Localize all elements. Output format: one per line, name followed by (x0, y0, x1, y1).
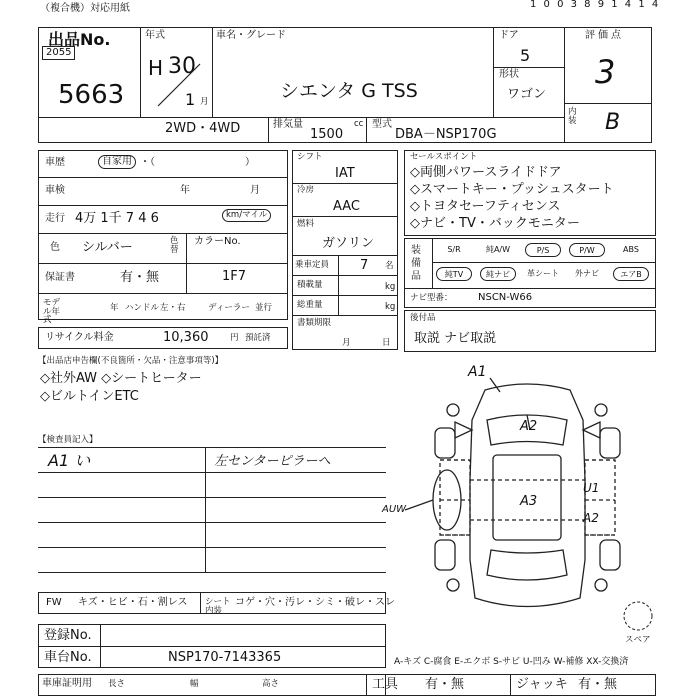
score-value: 3 (595, 53, 616, 91)
weight-unit: kg (385, 302, 396, 312)
inspection-label: 車検 (45, 185, 65, 196)
load-label: 積載量 (297, 280, 323, 290)
model-year-label: モデル年式 (43, 298, 61, 325)
inspection-year: 年 (180, 185, 190, 196)
tools-value: 有・無 (425, 677, 465, 692)
sales-point-3: ◇トヨタセーフティセンス (410, 199, 561, 214)
year-label: 年式 (145, 30, 165, 41)
inspector-note-2: 左センターピラーへ (214, 454, 331, 469)
displacement-value: 1500 (310, 127, 344, 142)
drive-value: 2WD・4WD (165, 121, 241, 136)
year-month: 1 (185, 90, 196, 109)
shift-label: シフト (297, 152, 323, 162)
lot-sub-box: 2055 (42, 46, 75, 60)
equip-tv: 純TV (436, 267, 472, 281)
seller-note-1: ◇社外AW ◇シートヒーター (40, 371, 202, 386)
diagram-label-a2-side: A2 (583, 511, 599, 525)
dim-height: 高さ (262, 679, 280, 689)
aircon-label: 冷房 (297, 185, 315, 195)
history-circled: 自家用 (98, 155, 136, 169)
equip-power-windows: P/W (569, 243, 605, 257)
recycle-value: 10,360 (163, 330, 209, 345)
equip-ext-navi: 外ナビ (575, 269, 599, 278)
equip-power-steering: P/S (525, 243, 561, 257)
mileage-unit: km/マイル (222, 209, 271, 222)
tools-label: 工具 (372, 677, 399, 692)
car-name-value: シエンタ G TSS (280, 80, 418, 102)
expiry-day: 日 (382, 338, 391, 348)
diagram-label-auw: AUW (382, 504, 407, 515)
inspection-month: 月 (250, 185, 260, 196)
car-name-label: 車名・グレード (216, 30, 286, 41)
sales-point-2: ◇スマートキー・プッシュスタート (410, 182, 614, 197)
navi-model-value: NSCN-W66 (478, 292, 533, 303)
equip-airbag: エアB (613, 267, 649, 281)
sales-point-1: ◇両側パワースライドドア (410, 165, 562, 180)
sales-points-label: セールスポイント (410, 152, 478, 162)
aircon-value: AAC (333, 199, 360, 214)
doors-label: ドア (499, 30, 519, 41)
interior-damage-label: シート内装 (205, 597, 231, 616)
dim-length: 長さ (108, 679, 126, 689)
equip-abs: ABS (623, 245, 639, 254)
displacement-label: 排気量 (273, 119, 303, 130)
score-label: 評価点 (585, 30, 624, 41)
inspector-label: 【検査員記入】 (38, 435, 98, 445)
body-type-value: ワゴン (507, 87, 547, 102)
seller-notes-label: 【出品店申告欄(不良箇所・欠品・注意事項等)】 (38, 356, 224, 366)
warranty-value: 有・無 (120, 270, 160, 285)
weight-label: 総重量 (297, 300, 323, 310)
equip-sunroof: S/R (447, 245, 461, 254)
recycle-note: 預託済 (245, 333, 271, 343)
chassis-value: NSP170-7143365 (168, 650, 282, 665)
jack-value: 有・無 (578, 677, 618, 692)
lot-number: 5663 (58, 80, 125, 110)
jack-label: ジャッキ (516, 677, 568, 692)
shift-value: IAT (335, 166, 355, 181)
fw-label: FW (46, 597, 62, 608)
damage-legend: A-キズ C-腐食 E-エクボ S-サビ U-凹み W-補修 XX-交換済 (394, 657, 629, 667)
lot-label: 出品No. (48, 30, 111, 49)
capacity-label: 乗車定員 (295, 260, 330, 270)
interior-label: 内装 (568, 107, 577, 126)
handle-label: ハンドル (125, 303, 160, 313)
color-value: シルバー (82, 240, 133, 255)
capacity-unit: 名 (385, 261, 394, 271)
model-year-unit: 年 (110, 303, 119, 313)
inspector-note-1: A1 い (48, 451, 91, 470)
garage-cert-label: 車庫証明用 (42, 678, 92, 689)
fuel-label: 燃料 (297, 219, 315, 229)
interior-value: B (605, 110, 621, 135)
displacement-unit: cc (354, 119, 364, 129)
interior-damage-text: コゲ・穴・汚レ・シミ・破レ・スレ (235, 597, 395, 608)
equipment-label: 装備品 (411, 245, 421, 282)
sales-point-4: ◇ナビ・TV・バックモニター (410, 216, 580, 231)
diagram-label-a2-top: A2 (520, 419, 538, 434)
seller-note-2: ◇ビルトインETC (40, 389, 139, 404)
history-rest: ・（ ） (140, 157, 255, 168)
dim-width: 幅 (190, 679, 199, 689)
dealer-label: ディーラー (208, 303, 250, 313)
recycle-unit: 円 (230, 333, 239, 343)
color-code-label: カラーNo. (194, 236, 241, 247)
color-code: 1F7 (222, 269, 247, 284)
warranty-label: 保証書 (45, 272, 75, 283)
color-change-label: 色替 (170, 236, 179, 255)
spare-label: スペア (625, 635, 651, 645)
equip-leather: 革シート (527, 269, 559, 278)
mileage-value: 4万 1千 7 4 6 (75, 211, 159, 226)
registration-label: 登録No. (44, 628, 92, 643)
mileage-label: 走行 (45, 213, 65, 224)
recycle-label: リサイクル料金 (45, 332, 114, 343)
dealer-value: 並行 (255, 303, 273, 313)
doors-value: 5 (520, 46, 531, 65)
spare-tire-icon (620, 598, 656, 634)
year-era: H (148, 56, 164, 80)
diagram-label-a1: A1 (468, 364, 487, 380)
model-label: 型式 (372, 119, 392, 130)
color-label: 色 (50, 242, 60, 253)
after-install-label: 後付品 (410, 313, 436, 323)
equip-alloy-wheels: 純A/W (485, 245, 511, 254)
year-value: 30 (168, 54, 196, 79)
body-type-label: 形状 (499, 69, 519, 80)
year-month-unit: 月 (200, 97, 209, 107)
equip-navi: 純ナビ (480, 267, 516, 281)
expiry-label: 書類期限 (297, 318, 332, 328)
chassis-label: 車台No. (44, 650, 92, 665)
history-label: 車歴 (45, 157, 65, 168)
barcode-number: 1 0 0 3 8 9 1 4 1 4 (530, 0, 661, 10)
fw-text: キズ・ヒビ・石・割レス (78, 597, 188, 608)
fuel-value: ガソリン (322, 236, 375, 251)
handle-value: 左・右 (160, 303, 186, 313)
diagram-label-a3: A3 (520, 494, 538, 509)
diagram-label-u1: U1 (583, 481, 600, 495)
load-unit: kg (385, 282, 396, 292)
after-install-value: 取説 ナビ取説 (414, 331, 497, 346)
capacity-value: 7 (360, 258, 369, 273)
model-value: DBA－NSP170G (395, 127, 497, 142)
navi-model-label: ナビ型番： (410, 293, 453, 303)
vehicle-details-grid (38, 150, 288, 320)
form-type-label: （複合機）対応用紙 (40, 3, 130, 14)
expiry-month: 月 (342, 338, 351, 348)
